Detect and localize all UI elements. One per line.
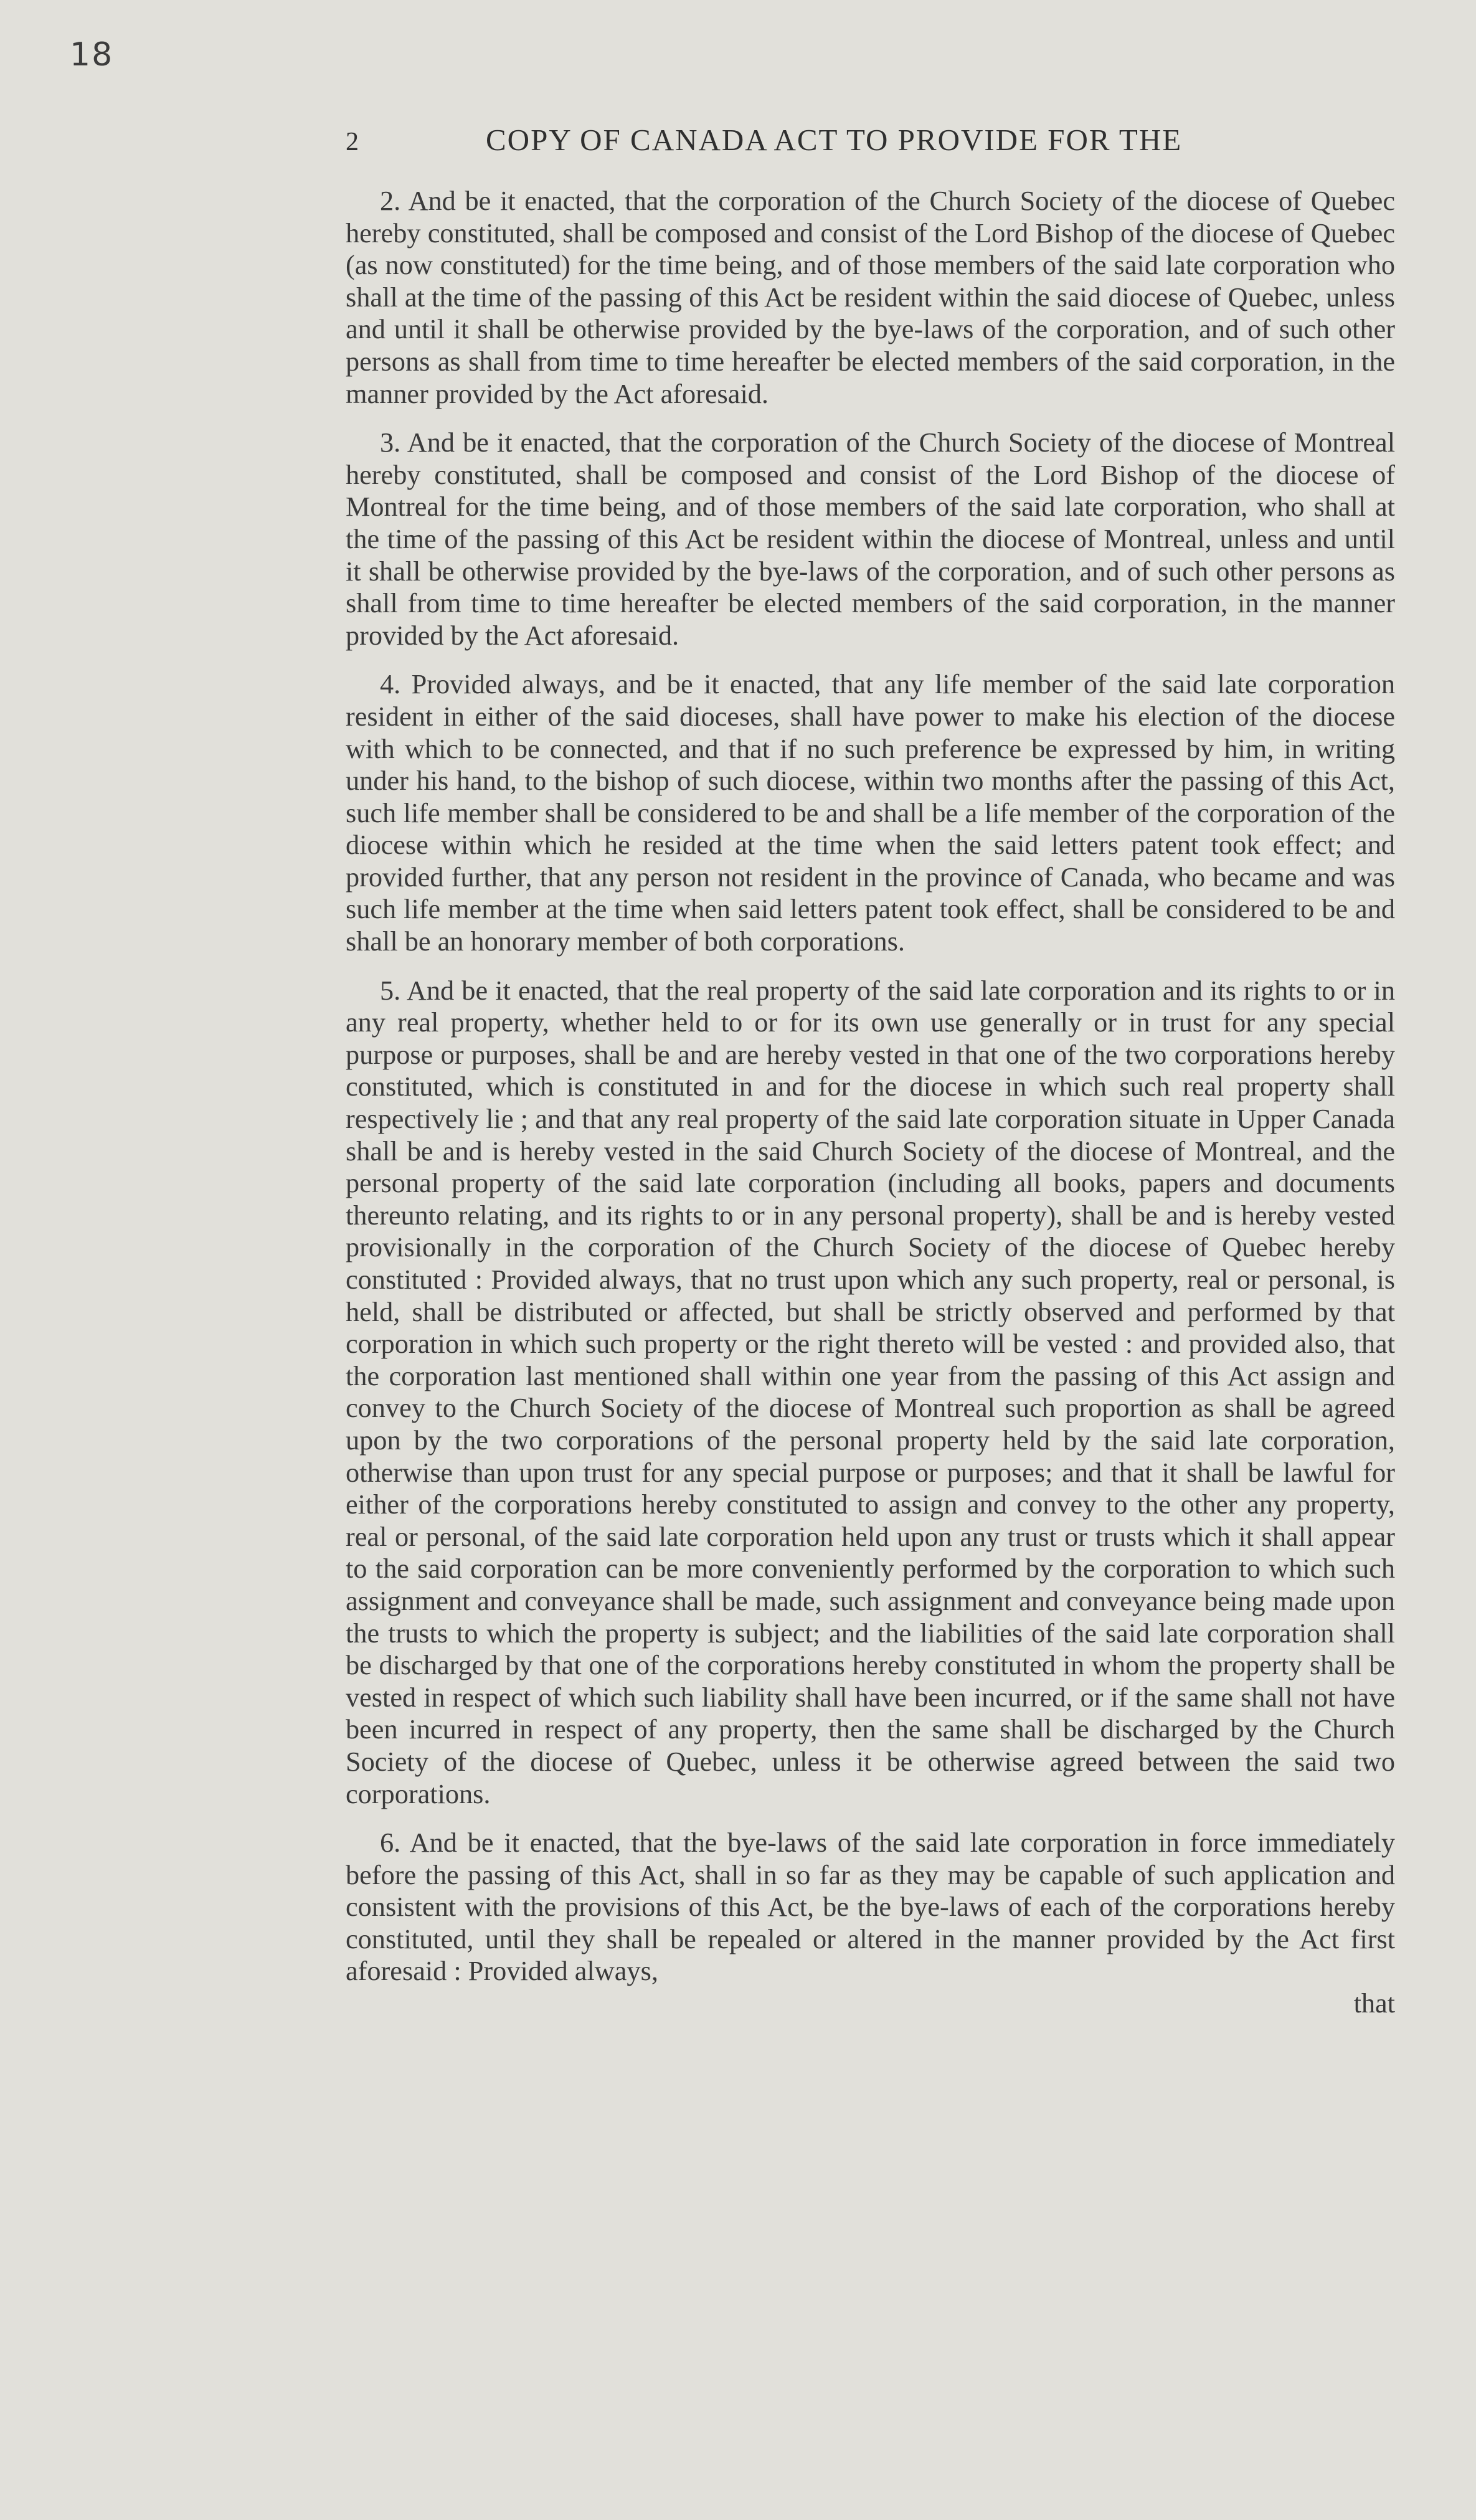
running-header bbox=[346, 122, 1395, 159]
catchword: that bbox=[1353, 1988, 1395, 2019]
header-page-number: 2 bbox=[346, 128, 359, 156]
document-body bbox=[346, 185, 1395, 2020]
section-2-paragraph: 2. And be it enacted, that the corporation of the Church Society of the diocese of Quebec hereby constituted, shall be composed and consist of the Lord Bishop of the diocese of Quebec (as now constituted) for the time being, and of those members of the said late corporation who shall at the time of the passing of this Act be resident within the said diocese of Quebec, unless and until it shall be otherwise provided by the bye-laws of the corporation, and of such other persons as shall from time to time hereafter be elected members of the said corporation, in the manner provided by the Act aforesaid. bbox=[346, 186, 1395, 409]
section-6-paragraph: 6. And be it enacted, that the bye-laws of the said late corporation in force immediately before the passing of this Act, shall in so far as they may be capable of such application and consistent with the provisions of this Act, be the bye-laws of each of the corporations hereby constituted, until they shall be repealed or altered in the manner provided by the Act first aforesaid : Provided always, bbox=[346, 1827, 1395, 1987]
section-5-paragraph: 5. And be it enacted, that the real property of the said late corporation and its rights to or in any real property, whether held to or for its own use generally or in trust for any special purpose or purposes, shall be and are hereby vested in that one of the two corporations hereby constituted, which is constituted in and for the diocese in which such real property shall respectively lie ; and that any real property of the said late corporation situate in Upper Canada shall be and is hereby vested in the said Church Society of the diocese of Montreal, and the personal property of the said late corporation (including all books, papers and documents thereunto relating, and its rights to or in any personal property), shall be and is hereby vested provisionally in the corporation of the Church Society of the diocese of Quebec hereby constituted : Provided always, that no trust upon which any such property, real or personal, is held, shall be distributed or affected, but shall be strictly observed and performed by that corporation in which such property or the right thereto will be vested : and provided also, that the corporation last mentioned shall within one year from the passing of this Act assign and convey to the Church Society of the diocese of Montreal such proportion as shall be agreed upon by the two corporations of the personal property held by the said late corporation, otherwise than upon trust for any special purpose or purposes; and that it shall be lawful for either of the corporations hereby constituted to assign and convey to the other any property, real or personal, of the said late corporation held upon any trust or trusts which it shall appear to the said corporation can be more conveniently performed by the corporation to which such assignment and conveyance shall be made, such assignment and conveyance being made upon the trusts to which the property is subject; and the liabilities of the said late corporation shall be discharged by that one of the corporations hereby constituted in whom the property shall be vested in respect of which such liability shall have been incurred, or if the same shall not have been incurred in respect of any property, then the same shall be discharged by the Church Society of the diocese of Quebec, unless it be otherwise agreed between the said two corporations. bbox=[346, 975, 1395, 1809]
section-4-paragraph: 4. Provided always, and be it enacted, that any life member of the said late corporation resident in either of the said dioceses, shall have power to make his election of the diocese with which to be connected, and that if no such preference be expressed by him, in writing under his hand, to the bishop of such diocese, within two months after the passing of this Act, such life member shall be considered to be and shall be a life member of the corporation of the diocese within which he resided at the time when the said letters patent took effect; and provided further, that any person not resident in the province of Canada, who became and was such life member at the time when said letters patent took effect, shall be considered to be and shall be an honorary member of both corporations. bbox=[346, 669, 1395, 957]
scan-page-number: 18 bbox=[70, 36, 114, 73]
header-title: COPY OF CANADA ACT TO PROVIDE FOR THE bbox=[486, 123, 1183, 157]
section-3-paragraph: 3. And be it enacted, that the corporation of the Church Society of the diocese of Montreal hereby constituted, shall be composed and consist of the Lord Bishop of the diocese of Montreal for the time being, and of those members of the said late corporation, who shall at the time of the passing of this Act be resident within the diocese of Montreal, unless and until it shall be otherwise provided by the bye-laws of the corporation, and of such other persons as shall from time to time hereafter be elected members of the said corporation, in the manner provided by the Act aforesaid. bbox=[346, 427, 1395, 651]
